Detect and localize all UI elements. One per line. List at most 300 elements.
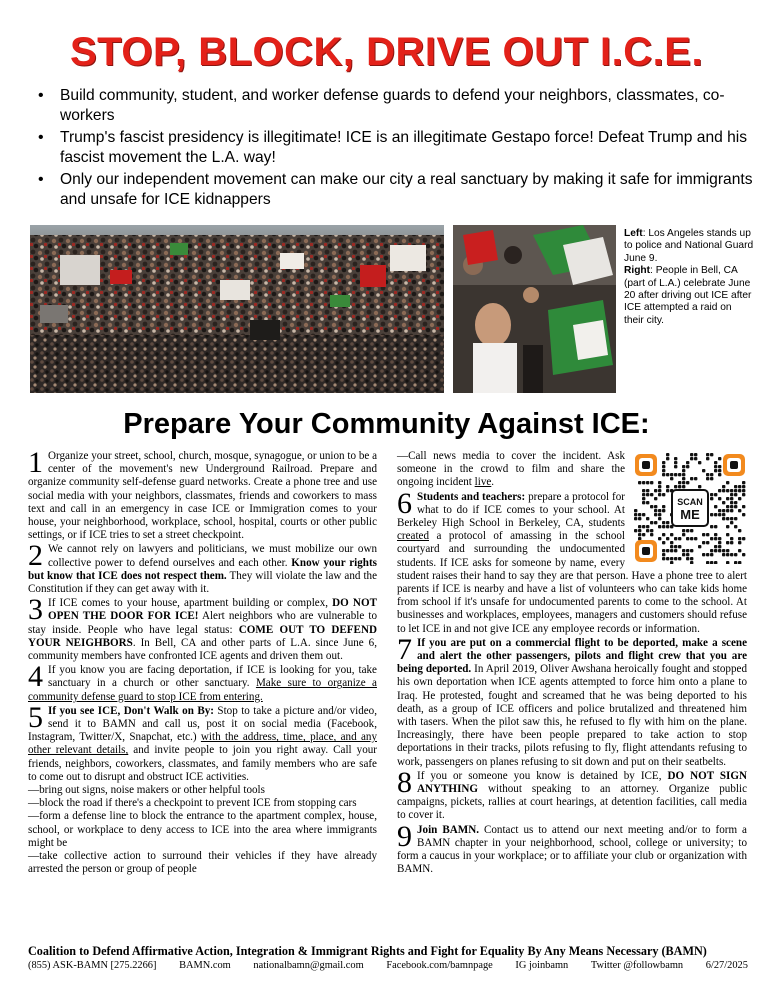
action-item: —block the road if there's a checkpoint to prevent ICE from stopping cars <box>28 797 357 810</box>
qr-module <box>738 489 741 492</box>
qr-module <box>658 493 661 496</box>
qr-module <box>658 525 661 528</box>
qr-module <box>662 473 665 476</box>
qr-module <box>674 457 677 460</box>
protest-crowd-photo <box>30 225 444 393</box>
qr-module <box>738 537 741 540</box>
qr-module <box>726 505 729 508</box>
qr-module <box>674 549 677 552</box>
qr-module <box>722 501 725 504</box>
qr-module <box>686 465 689 468</box>
step-1 <box>28 446 377 542</box>
step-5 <box>28 700 377 877</box>
qr-module <box>706 553 709 556</box>
step-4 <box>28 660 377 704</box>
qr-module <box>654 489 657 492</box>
qr-module <box>722 517 725 520</box>
qr-module <box>730 541 733 544</box>
qr-module <box>706 561 709 564</box>
step-8 <box>397 765 748 823</box>
qr-module <box>682 469 685 472</box>
left-column <box>28 446 378 878</box>
qr-module <box>666 473 669 476</box>
step-3 <box>28 593 378 663</box>
qr-module <box>666 557 669 560</box>
qr-module <box>674 461 677 464</box>
step-emphasis: If you see ICE, Don't Walk on By: <box>48 704 214 717</box>
qr-module <box>710 553 713 556</box>
qr-module <box>730 553 733 556</box>
step-number: 1 <box>28 446 43 479</box>
qr-module <box>710 493 713 496</box>
website-link[interactable]: BAMN.com <box>179 960 231 971</box>
qr-module <box>734 517 737 520</box>
qr-module <box>682 529 685 532</box>
qr-module <box>734 489 737 492</box>
qr-module <box>734 501 737 504</box>
qr-module <box>718 545 721 548</box>
qr-module <box>670 477 673 480</box>
qr-module <box>726 525 729 528</box>
qr-module <box>674 473 677 476</box>
qr-module <box>650 505 653 508</box>
key-point: • Build community, student, and worker defense guards to defend your neighbors, classmates, co-workers <box>34 86 754 126</box>
key-point: • Only our independent movement can make our city a real sanctuary by making it safe for immigrants and unsafe for ICE kidnappers <box>34 170 754 210</box>
qr-module <box>722 489 725 492</box>
step-2 <box>28 539 377 596</box>
qr-module <box>682 473 685 476</box>
qr-module <box>658 537 661 540</box>
qr-module <box>738 497 741 500</box>
qr-module <box>674 485 677 488</box>
qr-module <box>714 469 717 472</box>
step-emphasis: If you are put on a commercial flight to be deported, make a scene and alert the other passengers, pilots and flight crew that you are being deported. <box>397 636 747 676</box>
qr-module <box>718 489 721 492</box>
caption-left-label: Left <box>624 228 643 239</box>
qr-module <box>646 493 649 496</box>
qr-module <box>662 557 665 560</box>
facebook-link[interactable]: Facebook.com/bamnpage <box>386 960 493 971</box>
qr-module <box>694 537 697 540</box>
qr-module <box>662 553 665 556</box>
qr-module <box>646 481 649 484</box>
qr-module <box>738 485 741 488</box>
step-text: They will violate the law and the Constitution if they can get away with it. <box>28 569 377 596</box>
qr-module <box>738 529 741 532</box>
qr-module <box>638 481 641 484</box>
qr-module <box>718 541 721 544</box>
qr-module <box>690 557 693 560</box>
step-text: If ICE comes to your house, apartment building or complex, <box>48 597 333 610</box>
qr-module <box>662 505 665 508</box>
qr-module <box>694 453 697 456</box>
step-text: without speaking to an attorney. Organize public campaigns, pickets, rallies at court hearings, at detention facilities, call media to cover it. <box>397 783 747 822</box>
qr-module <box>682 553 685 556</box>
qr-module <box>722 553 725 556</box>
qr-module <box>690 561 693 564</box>
qr-module <box>642 525 645 528</box>
qr-module <box>702 469 705 472</box>
qr-module <box>730 493 733 496</box>
step-number: 5 <box>28 700 43 734</box>
qr-module <box>718 457 721 460</box>
qr-module <box>654 509 657 512</box>
step-text: Contact us to attend our next meeting and/or to form a BAMN chapter in your neighborhood, school, college or university; to form a caucus in your workplace; or to affiliate your club or organization with BAMN. <box>397 823 747 876</box>
qr-module <box>742 513 745 516</box>
step-text: a protocol of amassing in the school courtyard and surrounding the undocumented students. If ICE asks for someone by name, every student raises their hand to say they are that person. Have a phone tree to alert parents if ICE is nearby and have a list of volunteers who can take kids home from school if it's unsafe for undocumented parents to come to the school. At businesses and workplaces, employees, managers and customers should refuse to let ICE in and not give ICE any employee records or information. <box>397 530 747 635</box>
qr-module <box>666 537 669 540</box>
qr-module <box>726 497 729 500</box>
qr-module <box>718 549 721 552</box>
qr-module <box>642 513 645 516</box>
qr-module <box>742 493 745 496</box>
qr-module <box>734 553 737 556</box>
qr-module <box>730 501 733 504</box>
qr-module <box>726 509 729 512</box>
qr-module <box>738 561 741 564</box>
qr-module <box>670 533 673 536</box>
step-emphasis: Know your rights but know that ICE does not respect them. <box>28 556 377 582</box>
qr-module <box>658 489 661 492</box>
qr-module <box>710 473 713 476</box>
step-underlined: created <box>397 530 430 543</box>
qr-module <box>734 525 737 528</box>
qr-module <box>706 453 709 456</box>
qr-module <box>702 533 705 536</box>
qr-module <box>674 537 677 540</box>
qr-module <box>742 489 745 492</box>
step-number: 8 <box>397 765 412 799</box>
qr-label-bottom: ME <box>680 507 700 522</box>
qr-module <box>730 497 733 500</box>
qr-module <box>726 553 729 556</box>
date-stamp: 6/27/2025 <box>705 960 748 971</box>
qr-module <box>634 509 637 512</box>
step-text: If you or someone you know is detained by ICE, <box>417 769 668 782</box>
qr-module <box>714 533 717 536</box>
qr-module <box>690 477 693 480</box>
qr-module <box>666 453 669 456</box>
qr-module <box>722 549 725 552</box>
qr-module <box>742 537 745 540</box>
flyer-title: STOP, BLOCK, DRIVE OUT I.C.E. <box>69 30 704 74</box>
qr-module <box>662 509 665 512</box>
qr-module <box>642 501 645 504</box>
step-emphasis: Students and teachers: <box>417 490 526 503</box>
qr-module <box>666 525 669 528</box>
qr-module <box>718 537 721 540</box>
step-text: If you know you are facing deportation, if ICE is looking for you, take sanctuary in a church or other sanctuary. <box>48 664 377 690</box>
qr-module <box>662 465 665 468</box>
step-emphasis: DO NOT SIGN ANYTHING <box>417 769 748 796</box>
qr-module <box>722 513 725 516</box>
step-text: . In Bell, CA and other parts of L.A. since June 6, community members have confronted ICE agents and driven them out. <box>28 636 378 663</box>
step-underlined: Make sure to organize a community defense guard to stop ICE from entering. <box>28 677 377 703</box>
qr-module <box>682 549 685 552</box>
qr-module <box>642 481 645 484</box>
qr-module <box>646 489 649 492</box>
qr-module <box>714 561 717 564</box>
qr-module <box>678 485 681 488</box>
qr-module <box>638 529 641 532</box>
qr-module <box>714 549 717 552</box>
qr-module <box>654 505 657 508</box>
qr-module <box>726 549 729 552</box>
qr-module <box>682 533 685 536</box>
step-number: 7 <box>397 632 412 666</box>
qr-module <box>686 529 689 532</box>
step-number: 3 <box>28 593 43 627</box>
qr-module <box>738 549 741 552</box>
qr-module <box>670 561 673 564</box>
qr-module <box>678 537 681 540</box>
qr-module <box>662 461 665 464</box>
qr-module <box>682 477 685 480</box>
qr-module <box>670 473 673 476</box>
action-item: —take collective action to surround their vehicles if they have already arrested the person or group of people <box>28 850 377 876</box>
qr-module <box>686 461 689 464</box>
qr-module <box>702 553 705 556</box>
qr-module <box>710 525 713 528</box>
qr-module <box>718 469 721 472</box>
qr-module <box>686 557 689 560</box>
qr-module <box>698 485 701 488</box>
step-text: We cannot rely on lawyers and politicians, we must mobilize our own collective power to defend ourselves and each other. <box>48 543 377 569</box>
qr-module <box>662 493 665 496</box>
qr-module <box>718 497 721 500</box>
qr-module <box>646 501 649 504</box>
qr-module <box>674 465 677 468</box>
qr-module <box>710 537 713 540</box>
qr-module <box>670 549 673 552</box>
qr-module <box>714 493 717 496</box>
qr-module <box>666 489 669 492</box>
qr-module <box>694 457 697 460</box>
qr-module <box>674 545 677 548</box>
qr-module <box>730 509 733 512</box>
qr-module <box>706 473 709 476</box>
qr-module <box>706 457 709 460</box>
contact-line <box>28 959 748 973</box>
qr-module <box>726 541 729 544</box>
qr-module <box>666 549 669 552</box>
qr-module <box>730 517 733 520</box>
organization-name: Coalition to Defend Affirmative Action, Integration & Immigrant Rights and Fight for Equality By Any Means Necessary (BAMN) <box>28 944 707 958</box>
qr-module <box>662 541 665 544</box>
step-text: —Call news media to cover the incident. Ask someone in the crowd to film and share the ongoing incident <box>397 450 625 489</box>
step-number: 9 <box>397 819 412 853</box>
step-text: . <box>491 476 495 489</box>
qr-module <box>718 509 721 512</box>
qr-module <box>670 545 673 548</box>
qr-module <box>650 529 653 532</box>
qr-module <box>690 453 693 456</box>
qr-module <box>730 489 733 492</box>
qr-module <box>722 509 725 512</box>
qr-module <box>634 513 637 516</box>
footer <box>28 944 748 973</box>
qr-module <box>742 481 745 484</box>
qr-module <box>678 557 681 560</box>
qr-module <box>710 549 713 552</box>
qr-module <box>658 485 661 488</box>
qr-module <box>706 477 709 480</box>
qr-module <box>714 465 717 468</box>
qr-module <box>634 529 637 532</box>
action-item: —form a defense line to block the entrance to the apartment complex, house, school, or workplace to deny access to ICE into the area where immigrants might be <box>28 810 377 849</box>
qr-module <box>638 517 641 520</box>
qr-module <box>718 473 721 476</box>
step-number: 2 <box>28 539 43 573</box>
qr-module <box>638 533 641 536</box>
qr-label-top: SCAN <box>677 497 703 507</box>
qr-module <box>714 525 717 528</box>
step-text: Alert neighbors who are vulnerable to stay inside. People who have legal status: <box>28 610 377 636</box>
qr-module <box>710 513 713 516</box>
qr-module <box>714 545 717 548</box>
qr-module <box>674 557 677 560</box>
qr-module <box>734 493 737 496</box>
action-item: —bring out signs, noise makers or other helpful tools <box>28 784 265 797</box>
qr-module <box>694 477 697 480</box>
qr-module <box>730 505 733 508</box>
step-text: In April 2019, Oliver Awshana heroically fought and stopped his own deportation when ICE agents attempted to force him onto a plane to Iraq. He protested, fought and screamed that he was being deported to his death, as a group of ICE officers and police brutalized and threatened him with tasers. When the pilot saw this, he refused to fly with him on the plane. Increasingly, there have been people prepared to take action to stop deportations in their tracks, pilots refusing to fly, flight attendants refusing to work, passengers on planes refusing to sit down and put on their seatbelts. <box>397 663 747 768</box>
qr-module <box>650 521 653 524</box>
qr-module <box>722 485 725 488</box>
qr-module <box>706 533 709 536</box>
step-7 <box>397 632 747 769</box>
caption-right-label: Right <box>624 265 651 277</box>
qr-module <box>742 553 745 556</box>
qr-module <box>710 497 713 500</box>
qr-module <box>658 517 661 520</box>
qr-module <box>714 461 717 464</box>
qr-module <box>738 541 741 544</box>
qr-module <box>642 493 645 496</box>
step-underlined: live <box>474 476 492 489</box>
qr-module <box>742 485 745 488</box>
qr-module <box>710 477 713 480</box>
step-text: Organize your street, school, church, mosque, synagogue, or union to be a center of the movement's new Underground Railroad. Prepare and organize community self-defense guard networks. Create a phone tree and use social media with your neighbors, classmates, friends and coworkers to mass text and call in an emergency in case ICE or Immigration comes to your house, your neighborhood, workplace, school, hospital, courts or other public settings, or if ICE tries to set a street checkpoint. <box>28 450 377 542</box>
qr-module <box>658 481 661 484</box>
qr-module <box>690 549 693 552</box>
qr-module <box>634 517 637 520</box>
step-text: Stop to take a picture and/or video, send it to BAMN and call us, post it on social media (Facebook, Instagram, Twitter/X, Snapchat, etc.) <box>28 704 377 744</box>
qr-module <box>682 465 685 468</box>
qr-module <box>678 473 681 476</box>
qr-module <box>730 521 733 524</box>
qr-module <box>638 537 641 540</box>
step-text: and invite people to join you right away. Call your friends, neighbors, coworkers, classmates, and family members who are safe to come out to disrupt and obstruct ICE activities. <box>28 744 377 783</box>
qr-module <box>734 485 737 488</box>
qr-module <box>654 521 657 524</box>
celebration-photo <box>453 225 616 393</box>
qr-module <box>686 537 689 540</box>
qr-module <box>646 517 649 520</box>
qr-module <box>678 481 681 484</box>
qr-module <box>718 513 721 516</box>
qr-module <box>718 465 721 468</box>
qr-module <box>690 537 693 540</box>
photo-caption <box>624 228 754 327</box>
qr-module <box>726 481 729 484</box>
qr-module <box>666 485 669 488</box>
qr-module <box>686 549 689 552</box>
qr-module <box>742 505 745 508</box>
step-emphasis: Join BAMN. <box>417 823 479 836</box>
step-text: prepare a protocol for what to do if ICE comes to your school. At Berkeley High School in Berkeley, CA, students <box>397 490 625 530</box>
qr-module <box>682 481 685 484</box>
qr-module <box>714 513 717 516</box>
qr-module <box>730 537 733 540</box>
step-emphasis: DO NOT OPEN THE DOOR FOR ICE! <box>48 597 377 623</box>
caption-left-text: : Los Angeles stands up to police and National Guard June 9. <box>624 228 754 264</box>
qr-module <box>706 541 709 544</box>
qr-module <box>650 481 653 484</box>
qr-module <box>670 541 673 544</box>
qr-module <box>638 513 641 516</box>
step-number: 4 <box>28 660 43 694</box>
qr-module <box>642 533 645 536</box>
email-link[interactable]: nationalbamn@gmail.com <box>253 960 364 971</box>
qr-module <box>662 469 665 472</box>
qr-module <box>646 525 649 528</box>
qr-module <box>726 517 729 520</box>
qr-module <box>666 521 669 524</box>
qr-module <box>646 529 649 532</box>
qr-code[interactable] <box>633 452 747 564</box>
qr-module <box>658 509 661 512</box>
instagram-handle[interactable]: IG joinbamn <box>515 960 569 971</box>
qr-module <box>658 513 661 516</box>
qr-module <box>698 461 701 464</box>
qr-module <box>690 529 693 532</box>
qr-module <box>662 521 665 524</box>
step-emphasis: COME OUT TO DEFEND YOUR NEIGHBORS <box>28 623 377 649</box>
caption-right-text: : People in Bell, CA (part of L.A.) celebrate June 20 after driving out ICE after ICE attempted a raid on their city. <box>624 265 752 326</box>
qr-module <box>642 497 645 500</box>
qr-module <box>682 485 685 488</box>
qr-module <box>654 513 657 516</box>
qr-module <box>690 457 693 460</box>
qr-module <box>710 561 713 564</box>
key-points-list <box>34 86 754 212</box>
qr-module <box>698 545 701 548</box>
qr-module <box>662 549 665 552</box>
qr-module <box>670 557 673 560</box>
step-9 <box>397 819 747 877</box>
qr-module <box>714 537 717 540</box>
qr-module <box>726 489 729 492</box>
qr-module <box>734 505 737 508</box>
qr-module <box>734 561 737 564</box>
qr-module <box>726 561 729 564</box>
qr-module <box>650 533 653 536</box>
qr-module <box>642 489 645 492</box>
qr-module <box>702 541 705 544</box>
qr-module <box>650 493 653 496</box>
qr-module <box>662 533 665 536</box>
step-underlined: with the address, time, place, and any other relevant details, <box>28 731 377 757</box>
key-point: • Trump's fascist presidency is illegitimate! ICE is an illegitimate Gestapo force! Defeat Trump and his fascist movement the L.A. way! <box>34 128 754 168</box>
qr-module <box>686 553 689 556</box>
twitter-handle[interactable]: Twitter @followbamn <box>590 960 684 971</box>
qr-module <box>726 533 729 536</box>
qr-module <box>666 457 669 460</box>
qr-module <box>654 497 657 500</box>
right-column <box>397 450 747 878</box>
section-heading: Prepare Your Community Against ICE: <box>123 408 650 440</box>
